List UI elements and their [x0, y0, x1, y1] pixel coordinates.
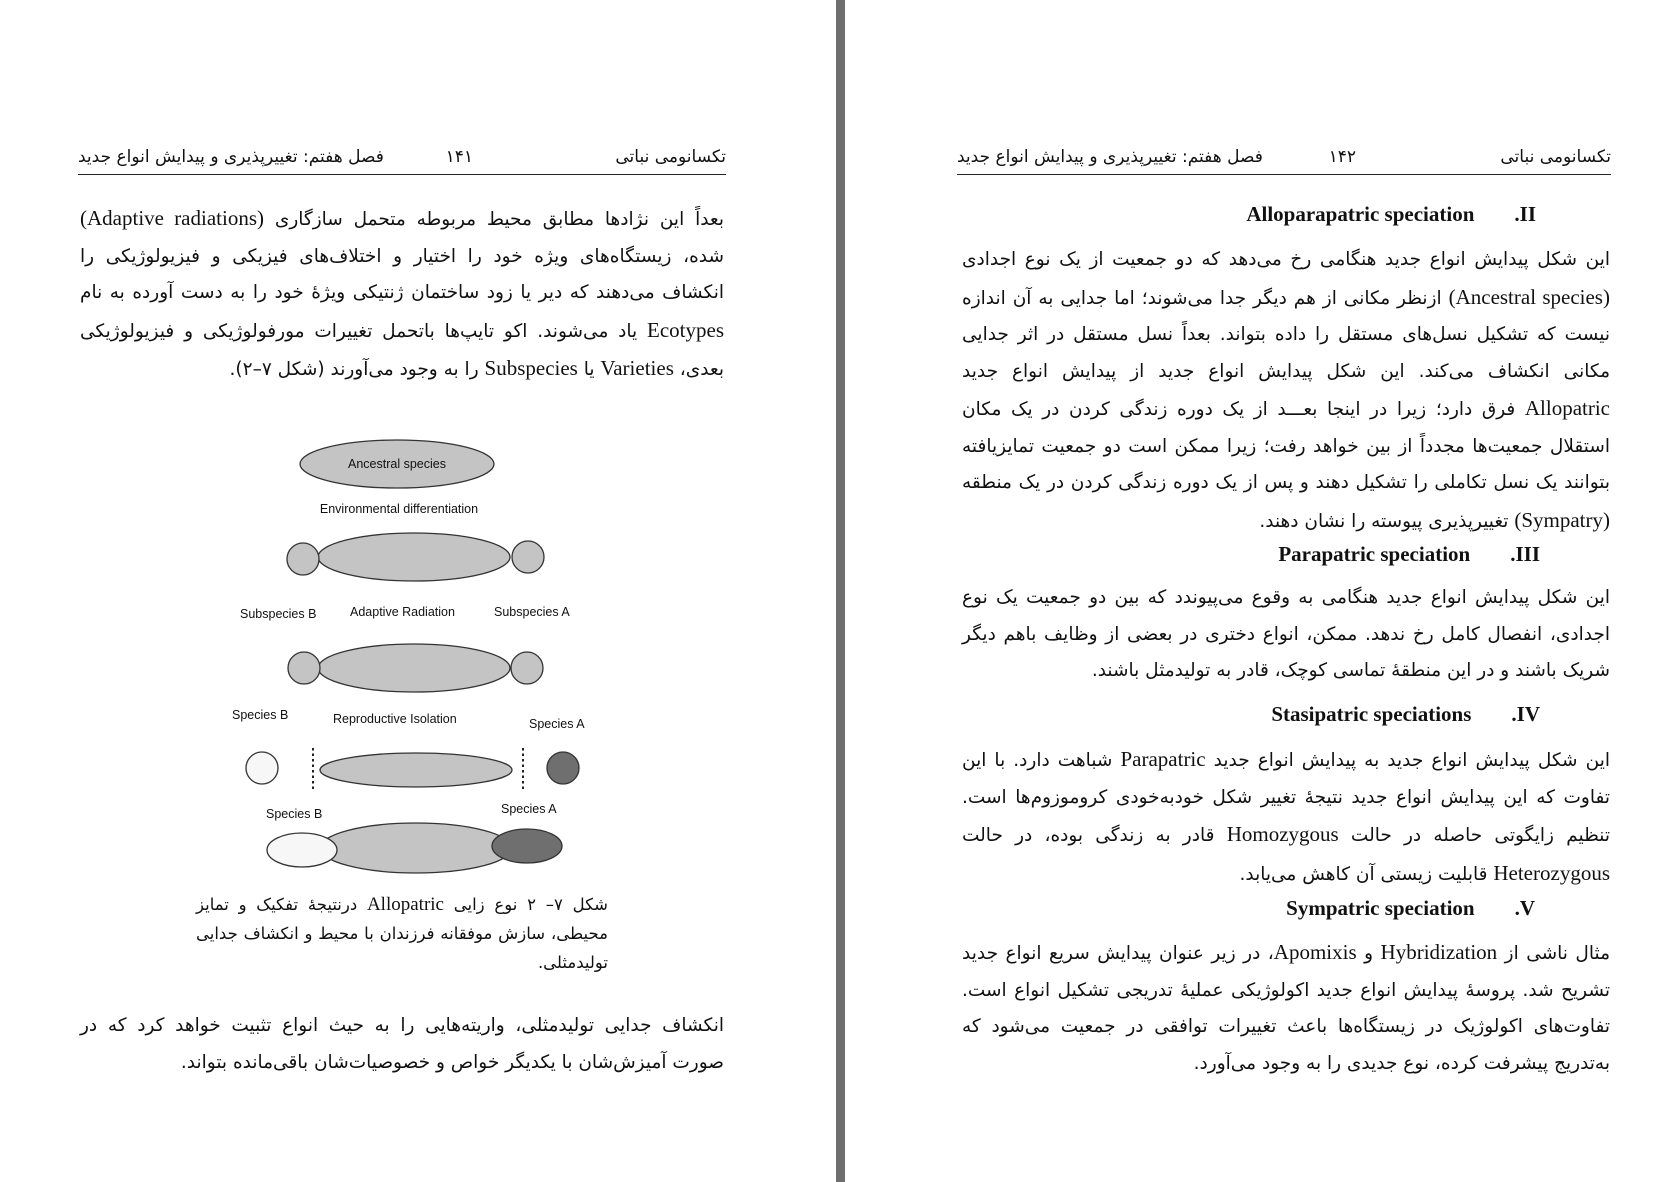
- latin-term: Parapatric: [1120, 747, 1206, 771]
- text-run: مثال ناشی از: [1497, 943, 1610, 964]
- right-page: [845, 0, 1680, 1182]
- text-run: ، در زیر عنوان پیدایش سریع انواع جدید تشریح شد. پروسۀ پیدایش انواع جدید اکولوژیکی عملیۀ تدریجی تشکیل انواع است. تفاوت‌های اکولوژیک در زیستگاه‌ها باعث تغییرات توافقی در جمعیت می‌شود که به‌تدریج پیشرفت کرده، نوع جدیدی را به وجود می‌آورد.: [962, 943, 1610, 1074]
- text-run: قابلیت زیستی آن کاهش می‌یابد.: [1239, 863, 1494, 885]
- page-header: [957, 144, 1611, 175]
- section-number: II.: [1514, 202, 1536, 226]
- text-run: تغییرپذیری پیوسته را نشان دهند.: [1259, 510, 1515, 532]
- book-gutter: [836, 0, 845, 1182]
- subspecies-b-label: Subspecies B: [240, 607, 317, 621]
- section-heading: [1278, 542, 1540, 567]
- page-number: ۱۴۱: [445, 147, 473, 167]
- body-paragraph: [962, 242, 1610, 540]
- adaptive-radiation-label: Adaptive Radiation: [350, 605, 455, 619]
- body-paragraph: این شکل پیدایش انواع جدید هنگامی به وقوع می‌پیوندد که بین دو جمعیت یک نوع اجدادی، انفصال کامل رخ ندهد. ممکن، انواع دختری در بعضی از وظایف باهم دیگر شریک باشند و در این منطقۀ تماسی کوچک، قادر به تولیدمثل باشند.: [962, 587, 1610, 681]
- subspecies-a-circle: [511, 652, 543, 684]
- body-paragraph: [80, 200, 724, 389]
- text-run: فرق دارد؛ زیرا در اینجا بعـــد از یک دوره زندگی کردن در یک مکان استقلال جمعیت‌ها مجدداً از بین خواهد رفت؛ زیرا ممکن است دو جمعیت تمایزیافته بتوانند یک نسل تکاملی را تشکیل دهند و پس از یک دوره زندگی کردن در یک منطقه: [962, 399, 1610, 493]
- section-heading: [1246, 202, 1536, 227]
- reproductive-isolation-label: Reproductive Isolation: [333, 712, 457, 726]
- latin-term: (Sympatry): [1514, 507, 1610, 532]
- section-title: Sympatric speciation: [1286, 896, 1475, 920]
- text-run: قادر به زندگی بوده، در حالت: [962, 825, 1227, 846]
- latin-term: Allopatric: [1524, 396, 1610, 420]
- subpopulation-b-circle: [287, 543, 319, 575]
- book-title: تکسانومی نباتی: [1500, 147, 1611, 167]
- population-ellipse: [320, 753, 512, 787]
- chapter-title: فصل هفتم: تغییرپذیری و پیدایش انواع جدید: [957, 147, 1263, 167]
- section-title: Parapatric speciation: [1278, 542, 1471, 566]
- book-title: تکسانومی نباتی: [615, 147, 726, 167]
- page-header: [78, 144, 726, 175]
- body-paragraph: [962, 741, 1610, 893]
- body-paragraph: [962, 934, 1610, 1082]
- text-run: و: [1356, 943, 1381, 964]
- text-run: این شکل پیدایش انواع جدید هنگامی رخ می‌دهد که دو جمعیت از یک نوع اجدادی: [962, 249, 1610, 270]
- left-page: [0, 0, 836, 1182]
- section-title: Alloparapatric speciation: [1246, 202, 1475, 226]
- latin-term: Heterozygous: [1493, 860, 1610, 885]
- latin-term: Allopatric: [366, 894, 444, 915]
- text-run: بعداً این نژادها مطابق محیط مربوطه متحمل سازگاری: [264, 209, 724, 230]
- species-b-label: Species B: [266, 807, 323, 821]
- text-run: شده، زیستگاه‌های ویژه خود را اختیار و اختلاف‌های فیزیکی و فیزیولوژیکی را انکشاف می‌دهند که دیر یا زود ساختمان ژنتیکی ویژۀ خود را به دست آورده به نام: [80, 245, 724, 303]
- section-number: IV.: [1511, 702, 1540, 726]
- section-number: III.: [1510, 542, 1540, 566]
- latin-term: Subspecies: [484, 356, 578, 380]
- section-heading: [1271, 702, 1540, 727]
- species-a-label: Species A: [529, 717, 585, 731]
- population-ellipse: [320, 823, 512, 873]
- chapter-title: فصل هفتم: تغییرپذیری و پیدایش انواع جدید: [78, 147, 384, 167]
- subpopulation-a-circle: [512, 541, 544, 573]
- population-ellipse: [318, 533, 510, 581]
- species-a-label: Species A: [501, 802, 557, 816]
- latin-term: Apomixis: [1273, 940, 1357, 964]
- latin-term: Varieties: [600, 356, 674, 380]
- text-run: درنتیجۀ تفکیک و تمایز محیطی، سازش موفقانه فرزندان با محیط و انکشاف جدایی تولیدمثلی.: [196, 895, 608, 972]
- species-b-ellipse: [267, 833, 337, 867]
- speciation-diagram: [220, 430, 600, 880]
- section-title: Stasipatric speciations: [1271, 702, 1472, 726]
- environmental-differentiation-label: Environmental differentiation: [319, 502, 479, 516]
- subspecies-b-circle: [288, 652, 320, 684]
- text-run: شکل ۷– ۲ نوع زایی: [443, 895, 609, 914]
- latin-term: Homozygous: [1226, 822, 1339, 846]
- species-b-label: Species B: [232, 708, 289, 722]
- subspecies-a-label: Subspecies A: [494, 605, 570, 619]
- species-b-circle: [246, 752, 278, 784]
- text-run: یاد می‌شوند. اکو تایپ‌ها باتحمل تغییرات مورفولوژیکی و فیزیولوژیکی بعدی،: [80, 320, 724, 380]
- figure-caption: [196, 890, 608, 977]
- population-ellipse: [318, 644, 510, 692]
- latin-term: Ecotypes: [647, 317, 724, 342]
- ancestral-species-label: Ancestral species: [348, 457, 446, 471]
- text-run: را به وجود می‌آورند (شکل ۷–۲).: [229, 359, 485, 380]
- latin-term: Hybridization: [1380, 940, 1498, 964]
- body-paragraph: انکشاف جدایی تولیدمثلی، واریته‌هایی را به حیث انواع تثبیت خواهد کرد که در صورت آمیزش‌شان با یکدیگر خواص و خصوصیات‌شان باقی‌مانده بتواند.: [80, 1015, 724, 1073]
- latin-term: (Ancestral species): [1448, 284, 1610, 309]
- section-heading: [1286, 896, 1535, 921]
- latin-term: (Adaptive radiations): [80, 206, 264, 230]
- text-run: ازنظر مکانی از هم دیگر جدا می‌شوند؛ اما جدایی به آن اندازه نیست که تشکیل نسل‌های مستقل را داده بتواند. بعداً نسل مستقل در اثر جدایی مکانی انکشاف می‌کند. این شکل پیدایش انواع جدید از پیدایش انواع جدید: [962, 287, 1610, 382]
- text-run: شباهت دارد. با این تفاوت که این پیدایش انواع جدید نتیجۀ تغییر شکل خودبه‌خودی کروموزوم‌ها است. تنظیم زایگوتی حاصله در حالت: [962, 750, 1610, 846]
- section-number: V.: [1514, 896, 1535, 920]
- text-run: این شکل پیدایش انواع جدید به پیدایش انواع جدید: [1205, 750, 1610, 771]
- species-a-circle: [547, 752, 579, 784]
- page-number: ۱۴۲: [1328, 147, 1356, 167]
- species-a-ellipse: [492, 829, 562, 863]
- text-run: یا: [577, 359, 601, 380]
